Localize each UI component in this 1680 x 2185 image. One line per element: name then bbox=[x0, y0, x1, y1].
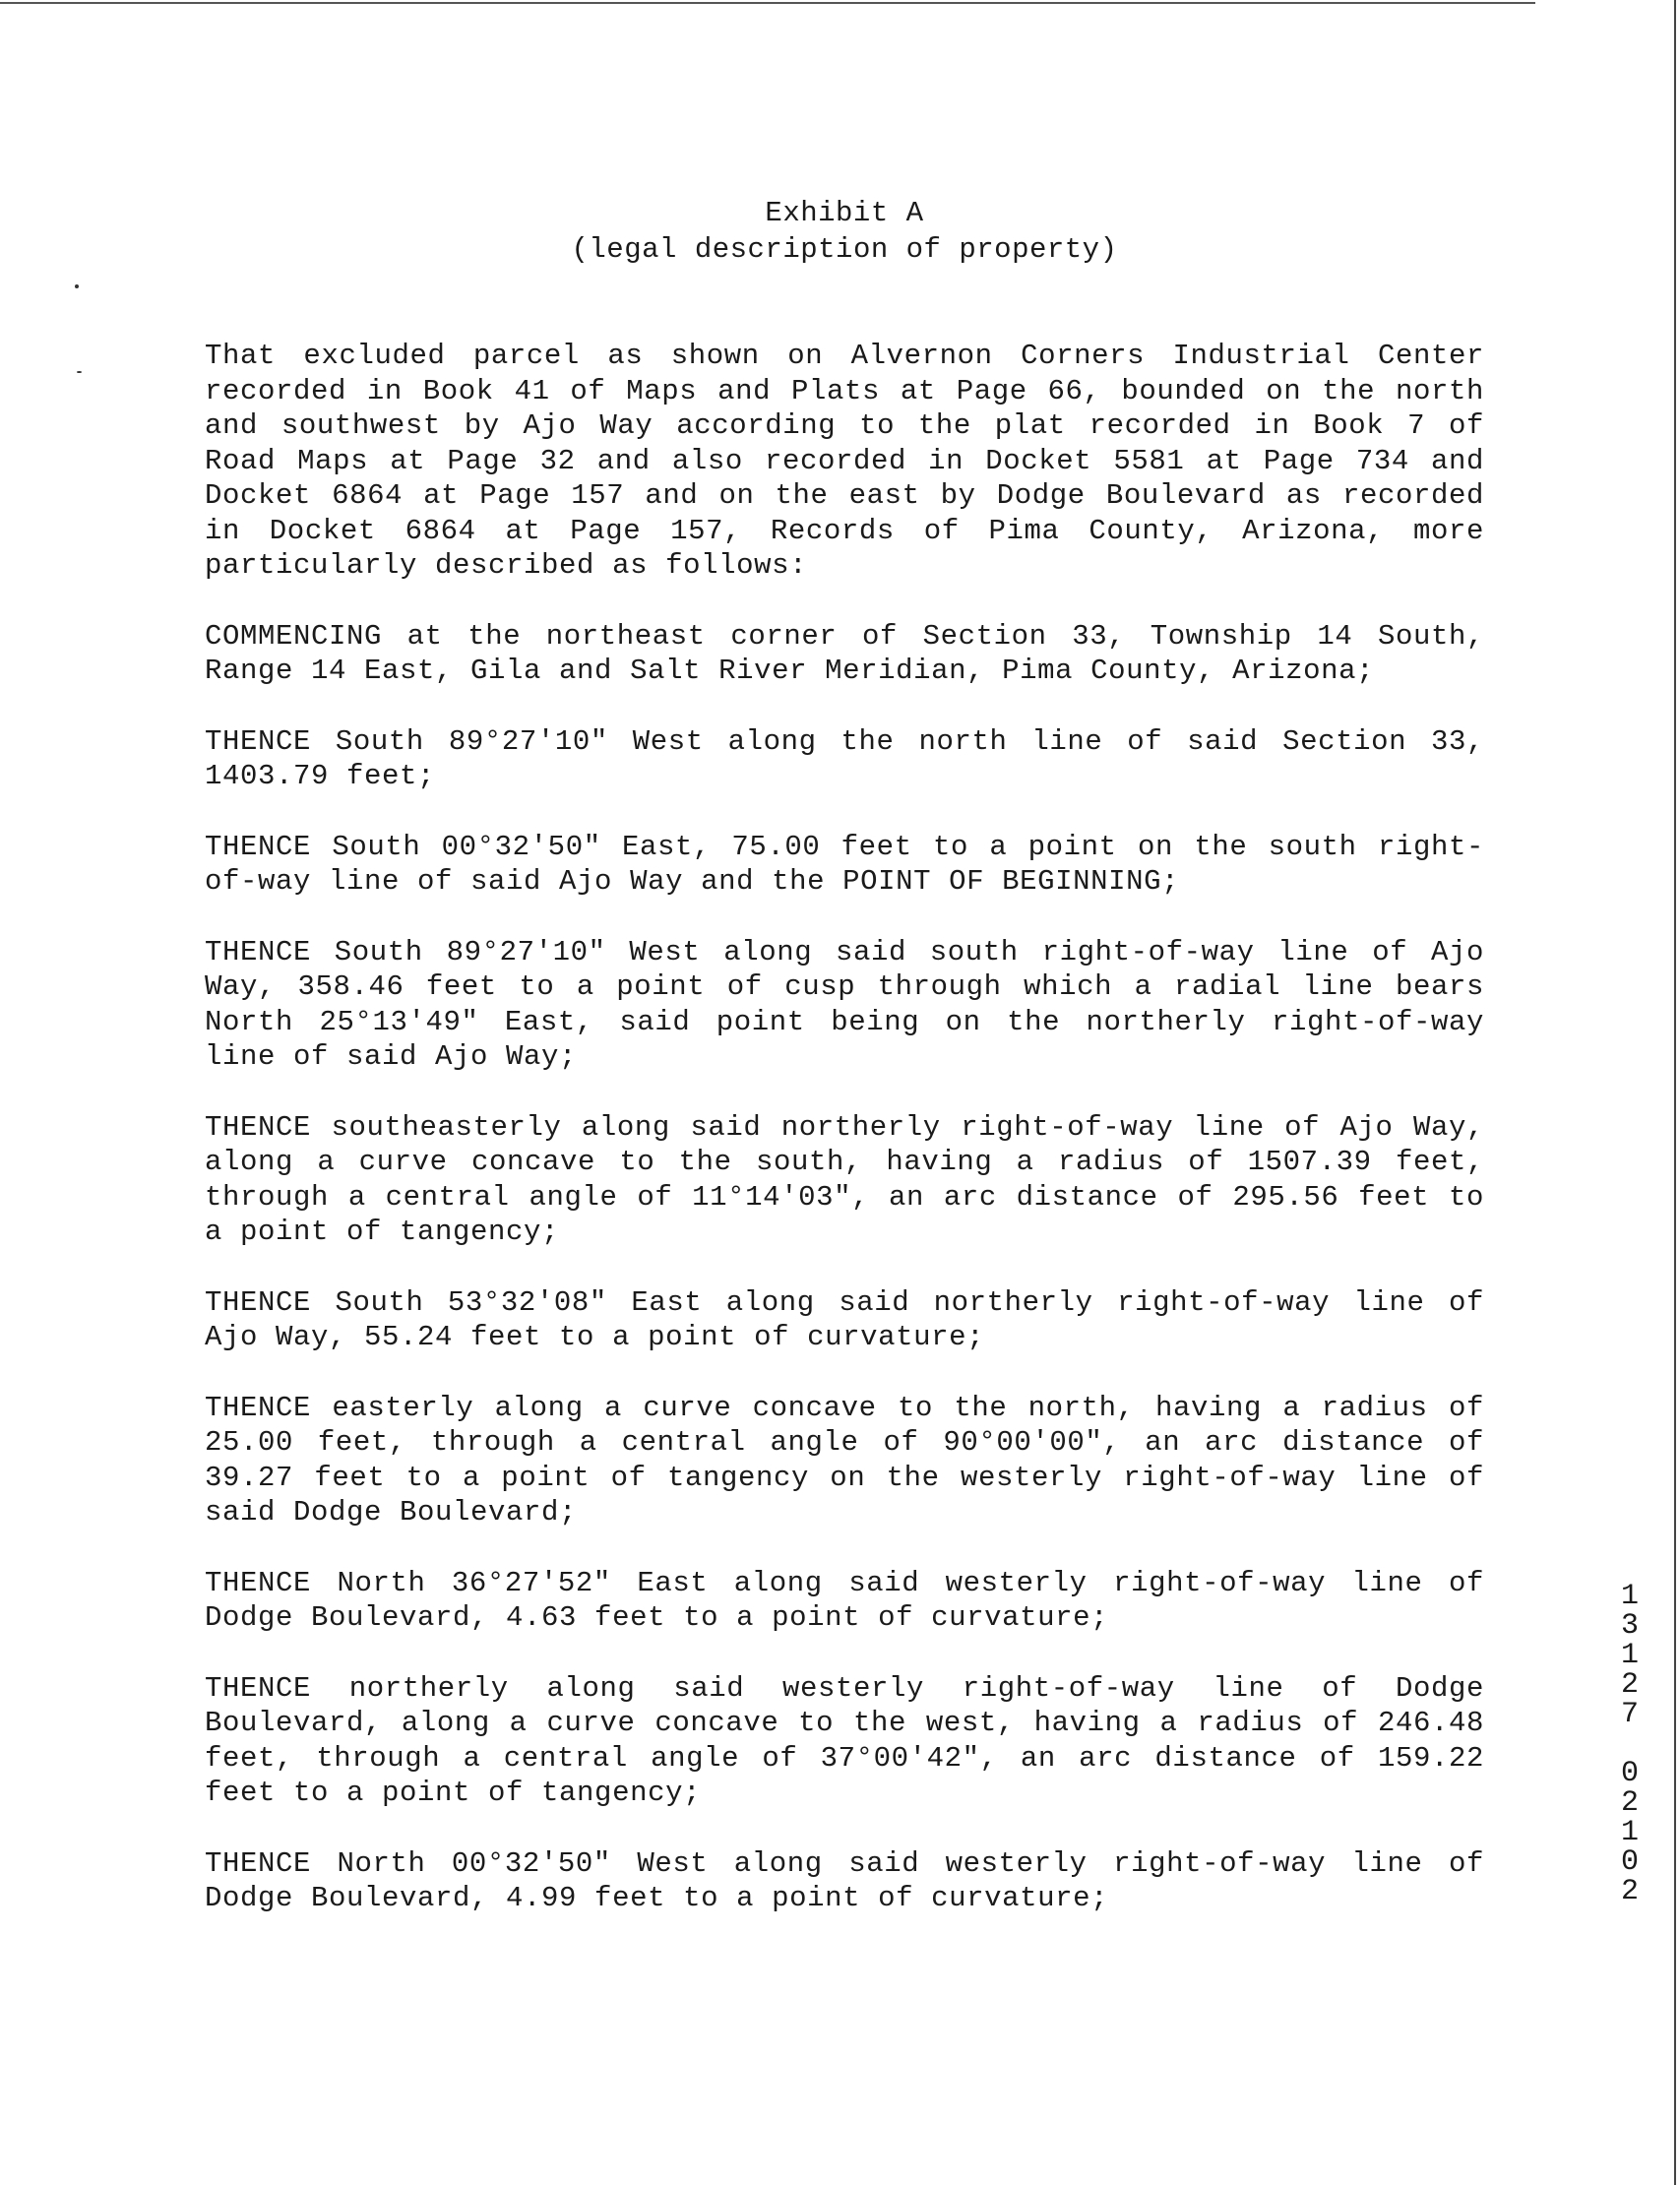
legal-description-body bbox=[205, 339, 1484, 1952]
thence-paragraph: THENCE North 00°32'50" West along said westerly right-of-way line of Dodge Boulevard, 4.99 feet to a point of curvature; bbox=[205, 1846, 1484, 1914]
exhibit-header bbox=[0, 195, 1680, 268]
parcel-description-paragraph: That excluded parcel as shown on Alvernon Corners Industrial Center recorded in Book 41 of Maps and Plats at Page 66, bounded on the north and southwest by Ajo Way according to the plat recorded in Book 7 of Road Maps at Page 32 and also recorded in Docket 5581 at Page 734 and Docket 6864 at Page 157 and on the east by Dodge Boulevard as recorded in Docket 6864 at Page 157, Records of Pima County, Arizona, more particularly described as follows: bbox=[205, 340, 1484, 582]
thence-paragraph: THENCE South 89°27'10" West along the north line of said Section 33, 1403.79 feet; bbox=[205, 724, 1484, 792]
thence-paragraph: THENCE South 89°27'10" West along said south right-of-way line of Ajo Way, 358.46 feet to a point of cusp through which a radial line bears North 25°13'49" East, said point being on the northerly right-of-way line of said Ajo Way; bbox=[205, 935, 1484, 1073]
thence-paragraph: THENCE North 36°27'52" East along said westerly right-of-way line of Dodge Boulevard, 4.63 feet to a point of curvature; bbox=[205, 1566, 1484, 1634]
thence-paragraph: THENCE northerly along said westerly right-of-way line of Dodge Boulevard, along a curve concave to the west, having a radius of 246.48 feet, through a central angle of 37°00'42", an arc distance of 159.22 feet to a point of tangency; bbox=[205, 1671, 1484, 1809]
scan-speck bbox=[77, 371, 82, 373]
thence-paragraph: THENCE southeasterly along said northerly right-of-way line of Ajo Way, along a curve concave to the south, having a radius of 1507.39 feet, through a central angle of 11°14'03", an arc distance of 295.56 feet to a point of tangency; bbox=[205, 1110, 1484, 1248]
thence-paragraph: THENCE South 00°32'50" East, 75.00 feet to a point on the south right-of-way line of said Ajo Way and the POINT OF BEGINNING; bbox=[205, 830, 1484, 898]
recording-number-stamp: 13127 02102 bbox=[1613, 1580, 1647, 1904]
scan-speck bbox=[75, 284, 79, 288]
exhibit-title: Exhibit A bbox=[765, 197, 924, 229]
commencing-paragraph: COMMENCING at the northeast corner of Section 33, Township 14 South, Range 14 East, Gila and Salt River Meridian, Pima County, Arizona; bbox=[205, 619, 1484, 687]
thence-paragraph: THENCE easterly along a curve concave to the north, having a radius of 25.00 feet, through a central angle of 90°00'00", an arc distance of 39.27 feet to a point of tangency on the westerly right-of-way line of said Dodge Boulevard; bbox=[205, 1391, 1484, 1529]
top-scan-edge bbox=[0, 2, 1535, 4]
right-scan-edge bbox=[1674, 0, 1676, 2185]
exhibit-subtitle: (legal description of property) bbox=[571, 233, 1118, 266]
thence-paragraph: THENCE South 53°32'08" East along said northerly right-of-way line of Ajo Way, 55.24 feet to a point of curvature; bbox=[205, 1285, 1484, 1353]
